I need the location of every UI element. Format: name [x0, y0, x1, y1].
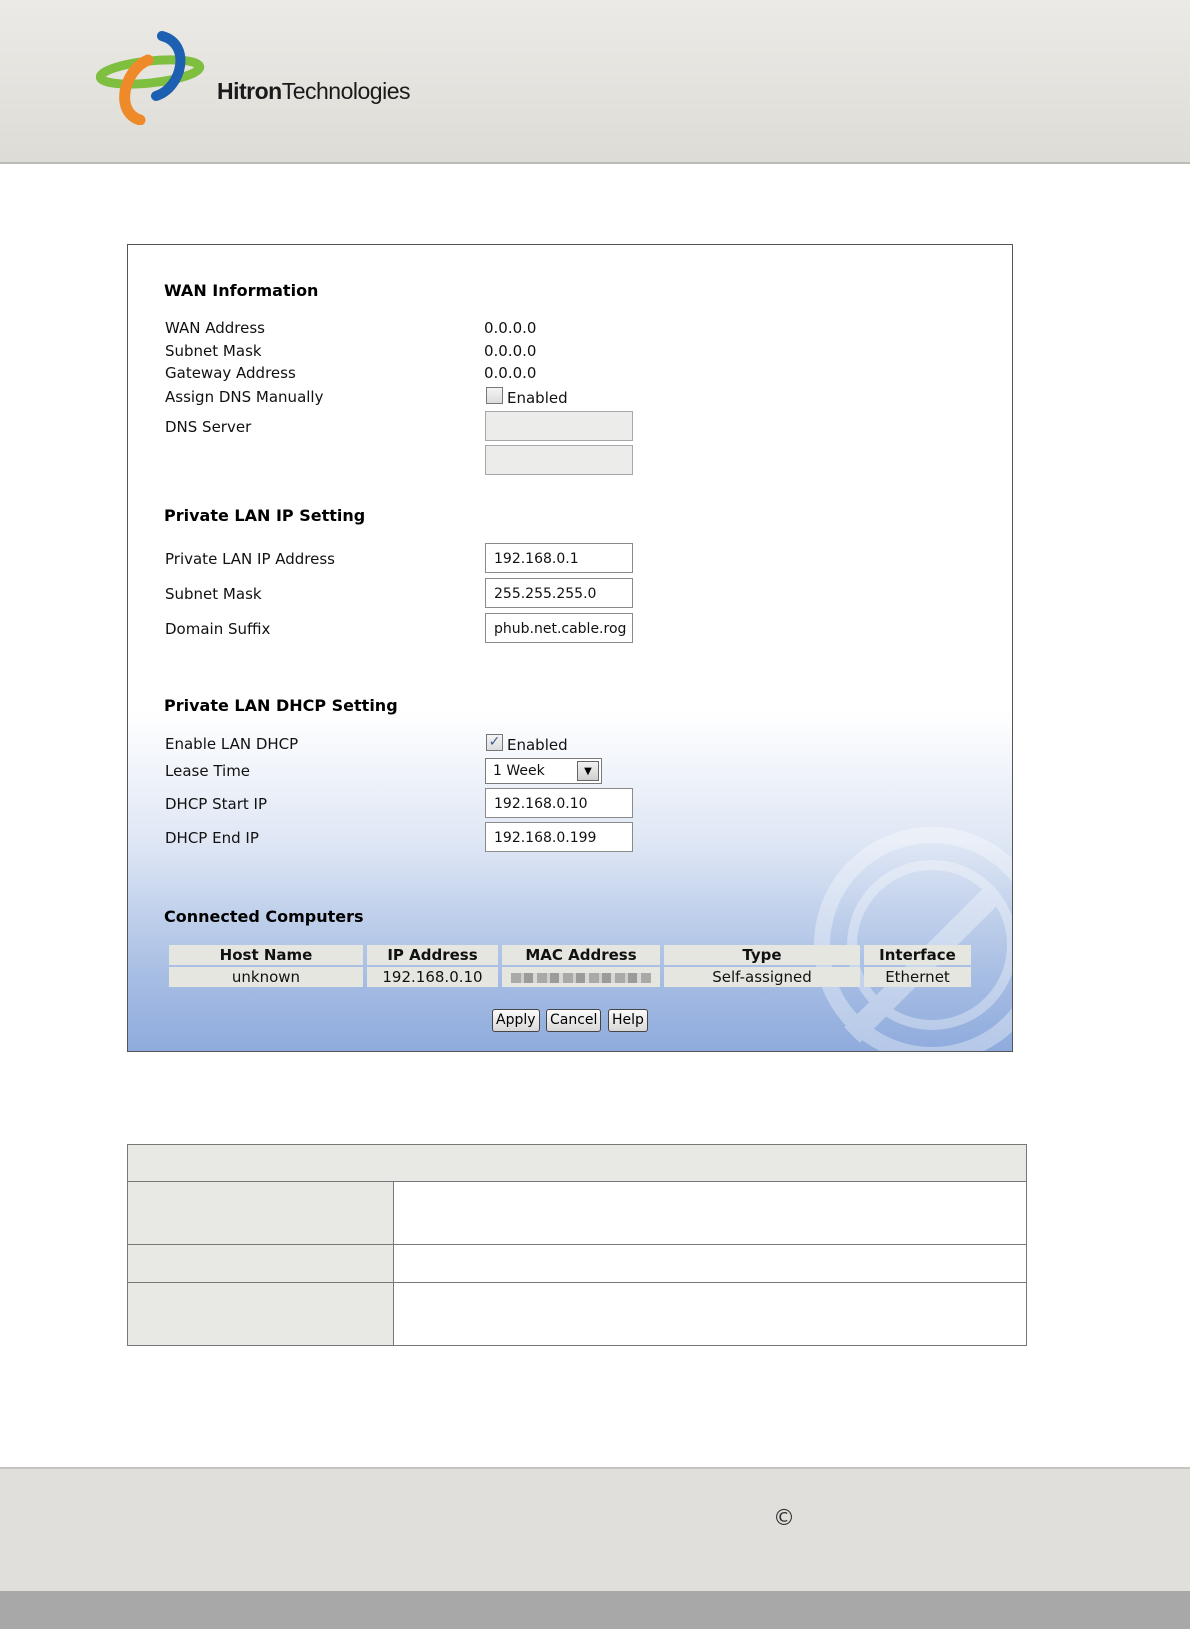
wan-address-value: 0.0.0.0: [484, 319, 537, 337]
cell-type: Self-assigned: [664, 967, 860, 987]
table-header-row: [169, 945, 971, 965]
page-footer: [0, 1467, 1190, 1593]
lan-mask-label: Subnet Mask: [165, 585, 262, 603]
lan-mask-input[interactable]: 255.255.255.0: [485, 578, 633, 608]
lan-ip-label: Private LAN IP Address: [165, 550, 335, 568]
table-row-label: [128, 1283, 394, 1346]
col-host-name: Host Name: [169, 945, 363, 965]
col-ip-address: IP Address: [367, 945, 498, 965]
mac-redacted: [511, 973, 651, 983]
col-interface: Interface: [864, 945, 971, 965]
computers-section-title: Connected Computers: [164, 907, 364, 926]
wan-subnet-value: 0.0.0.0: [484, 342, 537, 360]
dns-server-1-input[interactable]: [485, 411, 633, 441]
brand-name: HitronTechnologies: [217, 78, 410, 104]
copyright-symbol: ©: [773, 1506, 795, 1531]
table-row-description: [394, 1245, 1027, 1283]
table-row-description: [394, 1182, 1027, 1245]
dropdown-arrow-icon[interactable]: ▼: [577, 761, 599, 781]
cell-mac: [502, 967, 660, 987]
page-header: [0, 0, 1190, 164]
enable-dhcp-checkbox[interactable]: ✓: [486, 734, 503, 751]
lease-time-value: 1 Week: [493, 763, 545, 779]
col-type: Type: [664, 945, 860, 965]
enable-dhcp-enabled-label: Enabled: [507, 736, 568, 754]
dns-server-label: DNS Server: [165, 418, 252, 436]
wan-address-label: WAN Address: [165, 319, 265, 337]
lease-time-label: Lease Time: [165, 762, 251, 780]
table-row-label: [128, 1245, 394, 1283]
dhcp-start-input[interactable]: 192.168.0.10: [485, 788, 633, 818]
dhcp-start-label: DHCP Start IP: [165, 795, 267, 813]
hitron-logo-icon: [96, 30, 216, 125]
description-table-header: [128, 1145, 1027, 1182]
dhcp-end-input[interactable]: 192.168.0.199: [485, 822, 633, 852]
domain-suffix-input[interactable]: phub.net.cable.rog: [485, 613, 633, 643]
dhcp-section-title: Private LAN DHCP Setting: [164, 696, 398, 715]
background-swoosh-icon: [792, 805, 1013, 1052]
table-row-description: [394, 1283, 1027, 1346]
gateway-value: 0.0.0.0: [484, 364, 537, 382]
table-row: [169, 967, 971, 987]
enable-dhcp-label: Enable LAN DHCP: [165, 735, 299, 753]
assign-dns-checkbox[interactable]: [486, 387, 503, 404]
help-button[interactable]: Help: [608, 1009, 648, 1032]
dhcp-end-label: DHCP End IP: [165, 829, 259, 847]
description-table: [127, 1144, 1027, 1346]
cell-interface: Ethernet: [864, 967, 971, 987]
connected-computers-table: [165, 943, 975, 989]
cell-host: unknown: [169, 967, 363, 987]
lease-time-select[interactable]: [485, 758, 602, 784]
footer-bottom-bar: [0, 1591, 1190, 1629]
apply-button[interactable]: Apply: [492, 1009, 540, 1032]
gateway-label: Gateway Address: [165, 364, 296, 382]
wan-subnet-label: Subnet Mask: [165, 342, 262, 360]
domain-suffix-label: Domain Suffix: [165, 620, 271, 638]
wan-section-title: WAN Information: [164, 281, 319, 300]
col-mac-address: MAC Address: [502, 945, 660, 965]
lan-ip-input[interactable]: 192.168.0.1: [485, 543, 633, 573]
dns-server-2-input[interactable]: [485, 445, 633, 475]
table-row-label: [128, 1182, 394, 1245]
cell-ip: 192.168.0.10: [367, 967, 498, 987]
lan-ip-section-title: Private LAN IP Setting: [164, 506, 366, 525]
lan-setup-panel: [127, 244, 1013, 1052]
assign-dns-enabled-label: Enabled: [507, 389, 568, 407]
cancel-button[interactable]: Cancel: [546, 1009, 601, 1032]
assign-dns-label: Assign DNS Manually: [165, 388, 324, 406]
